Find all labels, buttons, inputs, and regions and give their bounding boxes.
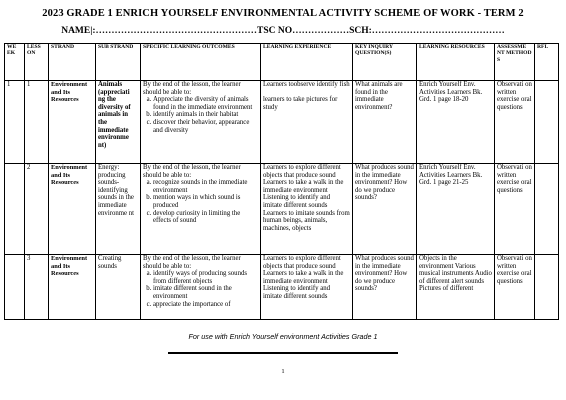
header-strand: STRAND bbox=[49, 44, 96, 81]
cell-lesson: 3 bbox=[25, 255, 49, 320]
outcomes-intro: By the end of the lesson, the learner should be able to: bbox=[143, 255, 241, 270]
cell-outcomes bbox=[141, 81, 261, 164]
cell-strand: Environment and Its Resources bbox=[49, 255, 96, 320]
header-assessment: ASSESSME NT METHOD S bbox=[495, 44, 535, 81]
cell-inquiry: What produces sound in the immediate environment? How do we produce sounds? bbox=[353, 255, 417, 320]
outcome-item: b. imitate different sound in the environment bbox=[153, 285, 258, 300]
experience-line: Listening to identify and imitate different sounds bbox=[263, 285, 331, 300]
footer-note: For use with Enrich Yourself environment Activities Grade 1 bbox=[188, 332, 378, 341]
experience-line: Listening to identify and imitate different sounds bbox=[263, 194, 331, 209]
table-row bbox=[5, 255, 559, 320]
experience-line: Learners to take a walk in the immediate environment bbox=[263, 270, 344, 285]
outcome-item: b. identify animals in their habitat bbox=[153, 111, 258, 119]
outcomes-intro: By the end of the lesson, the learner should be able to: bbox=[143, 81, 241, 96]
outcomes-list bbox=[143, 179, 258, 225]
cell-substrand: Creating sounds bbox=[96, 255, 141, 320]
cell-assessment: Observati on written exercise oral questions bbox=[495, 164, 535, 255]
outcomes-list bbox=[143, 270, 258, 308]
table-row bbox=[5, 164, 559, 255]
cell-rfl bbox=[535, 81, 559, 164]
experience-line: Learners to explore different objects that produce sound bbox=[263, 164, 341, 179]
teacher-details-line: NAME|:……………………………………………TSC NO………………SCH:…………………………………… bbox=[61, 26, 505, 36]
cell-week bbox=[5, 164, 25, 255]
cell-rfl bbox=[535, 164, 559, 255]
cell-lesson: 1 bbox=[25, 81, 49, 164]
cell-inquiry: What animals are found in the immediate environment? bbox=[353, 81, 417, 164]
cell-inquiry: What produces sound in the immediate environment? How do we produce sounds? bbox=[353, 164, 417, 255]
cell-strand: Environment and Its Resources bbox=[49, 81, 96, 164]
header-lesson: LESS ON bbox=[25, 44, 49, 81]
table-header-row bbox=[5, 44, 559, 81]
outcome-item: c. appreciate the importance of bbox=[153, 301, 258, 309]
outcomes-list bbox=[143, 96, 258, 134]
header-substrand: SUB STRAND bbox=[96, 44, 141, 81]
cell-experience bbox=[261, 164, 353, 255]
cell-week: 1 bbox=[5, 81, 25, 164]
header-resources: LEARNING RESOURCES bbox=[417, 44, 495, 81]
cell-resources: Enrich Yourself Env. Activities Learners Bk. Grd. 1 page 21-25 bbox=[417, 164, 495, 255]
outcome-item: b. mention ways in which sound is produced bbox=[153, 194, 258, 209]
cell-resources: Objects in the environment Various musical instruments Audio of different alert sounds Pictures of different bbox=[417, 255, 495, 320]
scheme-of-work-table bbox=[4, 43, 559, 320]
experience-line: learners to take pictures for study bbox=[263, 96, 338, 111]
cell-resources: Enrich Yourself Env. Activities Learners Bk. Grd. 1 page 18-20 bbox=[417, 81, 495, 164]
experience-line bbox=[263, 89, 350, 97]
cell-outcomes bbox=[141, 164, 261, 255]
table-row bbox=[5, 81, 559, 164]
cell-substrand: Animals (appreciati ng the diversity of animals in the immediate environme nt) bbox=[96, 81, 141, 164]
experience-line: Learners to take a walk in the immediate environment bbox=[263, 179, 344, 194]
outcomes-intro: By the end of the lesson, the learner should be able to: bbox=[143, 164, 241, 179]
header-week: WE EK bbox=[5, 44, 25, 81]
outcome-item: c. discover their behavior, appearance and diversity bbox=[153, 119, 258, 134]
footer-divider bbox=[168, 352, 398, 354]
cell-lesson: 2 bbox=[25, 164, 49, 255]
header-rfl: RFL bbox=[535, 44, 559, 81]
cell-experience bbox=[261, 81, 353, 164]
cell-assessment: Observati on written exercise oral questions bbox=[495, 81, 535, 164]
cell-rfl bbox=[535, 255, 559, 320]
outcome-item: a. recognize sounds in the immediate environment bbox=[153, 179, 258, 194]
outcome-item: a. Appreciate the diversity of animals found in the immediate environment bbox=[153, 96, 258, 111]
page-number: 1 bbox=[281, 368, 285, 375]
experience-line: Learners to imitate sounds from human beings, animals, machines, objects bbox=[263, 209, 350, 232]
header-inquiry: KEY INQUIRY QUESTION(S) bbox=[353, 44, 417, 81]
outcome-item: c. develop curiosity in limiting the effects of sound bbox=[153, 210, 258, 225]
experience-line: Learners toobserve identify fish bbox=[263, 81, 350, 88]
document-title: 2023 GRADE 1 ENRICH YOURSELF ENVIRONMENTAL ACTIVITY SCHEME OF WORK - TERM 2 bbox=[42, 8, 524, 19]
cell-week bbox=[5, 255, 25, 320]
cell-assessment: Observati on written exercise oral questions bbox=[495, 255, 535, 320]
cell-substrand: Energy: producing sounds- identifying sounds in the immediate environme nt bbox=[96, 164, 141, 255]
cell-experience bbox=[261, 255, 353, 320]
header-outcomes: SPECIFIC LEARNING OUTCOMES bbox=[141, 44, 261, 81]
cell-strand: Environment and Its Resources bbox=[49, 164, 96, 255]
outcome-item: a. identify ways of producing sounds from different objects bbox=[153, 270, 258, 285]
header-experience: LEARNING EXPERIENCE bbox=[261, 44, 353, 81]
experience-line: Learners to explore different objects that produce sound bbox=[263, 255, 341, 270]
cell-outcomes bbox=[141, 255, 261, 320]
